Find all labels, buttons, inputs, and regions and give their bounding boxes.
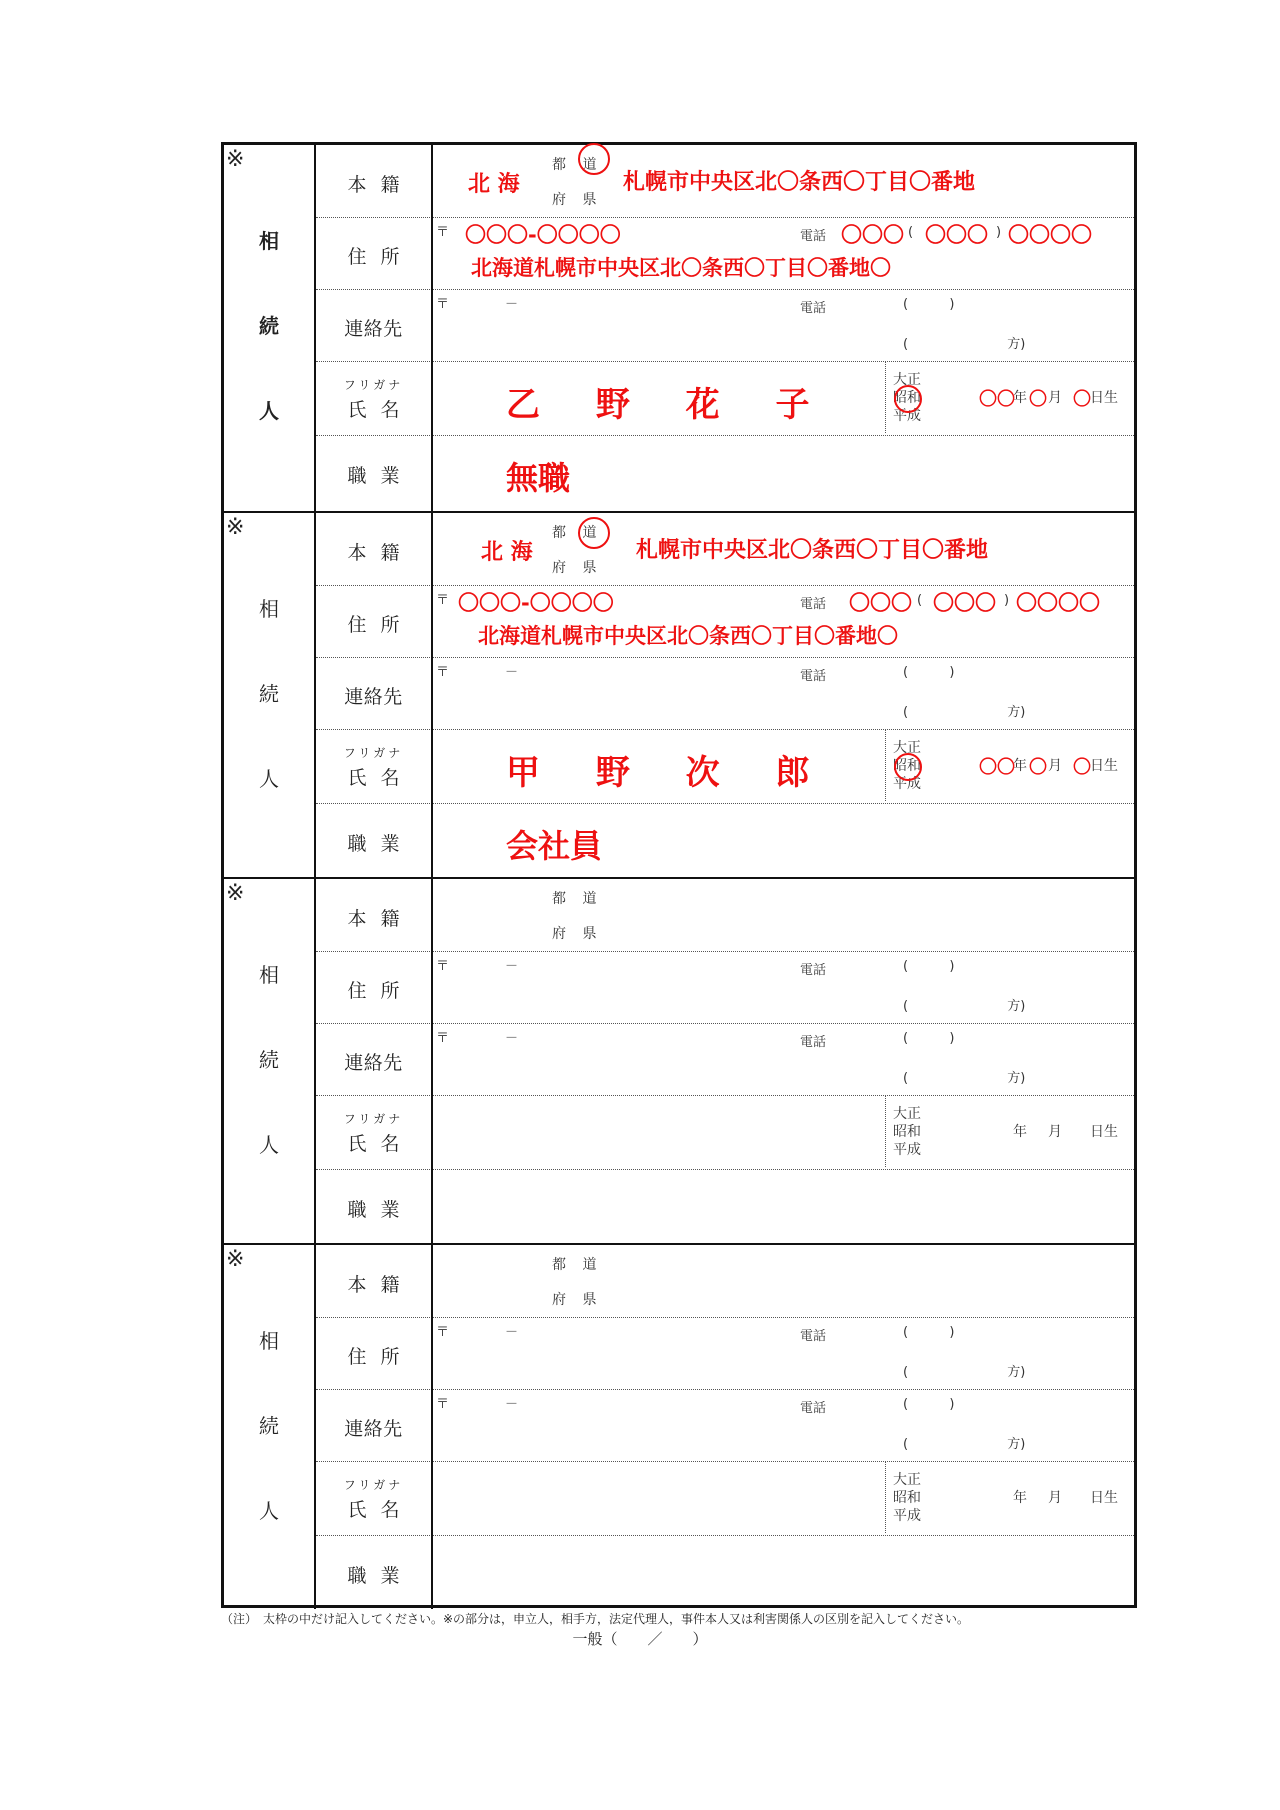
era-option[interactable]: 昭和 [893,758,921,774]
party-mark[interactable]: ※ [226,1247,245,1272]
phone-area-paren: ( ) [903,297,955,312]
footer-note: （注） 太枠の中だけ記入してください。※の部分は，申立人，相手方，法定代理人，事件本人又は利害関係人の区別を記入してください。 [221,1612,970,1626]
selected-era-circle [894,753,922,781]
birthdate-divider [885,729,886,801]
era-option[interactable]: 大正 [893,740,921,756]
kata-paren: ( 方) [903,999,1026,1014]
party-block-2 [224,511,1134,877]
name-value[interactable]: 乙 野 花 子 [506,385,832,425]
postal-dash: － [505,1031,519,1046]
birth-month[interactable]: 〇 [1029,757,1047,778]
phone-label: 電話 [800,597,827,612]
field-label-column [316,879,433,1243]
label-shokugyo: 職業 [347,833,414,855]
phone-open-paren: ( [917,593,923,608]
field-label-column [316,1245,433,1609]
pref-suffix-bottom: 府 県 [552,192,603,208]
party-title-char: 続 [259,682,279,706]
label-jusho: 住所 [347,1346,414,1368]
field-label-column [316,145,433,511]
label-honseki: 本籍 [347,174,414,196]
postal-mark: 〒 [436,959,450,974]
day-suffix: 日生 [1090,1490,1118,1506]
label-jusho: 住所 [347,614,414,636]
phone-last[interactable]: 〇〇〇〇 [1008,223,1092,247]
party-title-char: 相 [259,1329,279,1353]
phone-close-paren: ) [1004,593,1010,608]
kata-paren: ( 方) [903,1437,1026,1452]
month-suffix: 月 [1048,1490,1062,1506]
postal-mark: 〒 [436,1325,450,1340]
party-mark[interactable]: ※ [226,147,245,172]
year-suffix: 年 [1013,1490,1027,1506]
era-option[interactable]: 平成 [893,1142,921,1158]
kata-paren: ( 方) [903,1365,1026,1380]
birth-day[interactable]: 〇 [1073,389,1091,410]
label-shimei: 氏名 [347,1499,414,1521]
day-suffix: 日生 [1090,1124,1118,1140]
party-mark[interactable]: ※ [226,881,245,906]
party-block-1 [224,145,1134,511]
party-title-char: 相 [259,229,279,253]
postal-dash: － [505,959,519,974]
phone-area[interactable]: 〇〇〇 [849,591,912,615]
phone-open-paren: ( [908,225,914,240]
label-renraku: 連絡先 [344,1418,403,1440]
kata-paren: ( 方) [903,337,1026,352]
party-block-3 [224,877,1134,1243]
postal-mark: 〒 [436,225,450,240]
honseki-address[interactable]: 札幌市中央区北〇条西〇丁目〇番地 [623,170,976,195]
party-type-column [224,513,316,877]
postal-mark: 〒 [436,1397,450,1412]
phone-label: 電話 [800,229,827,244]
footer-form-code: 一般（ ／ ） [572,1630,708,1648]
era-option[interactable]: 昭和 [893,390,921,406]
pref-suffix-bottom: 府 県 [552,560,603,576]
label-jusho: 住所 [347,980,414,1002]
party-block-4 [224,1243,1134,1609]
birth-day[interactable]: 〇 [1073,757,1091,778]
address[interactable]: 北海道札幌市中央区北〇条西〇丁目〇番地〇 [471,256,891,280]
name-value[interactable]: 甲 野 次 郎 [506,753,832,793]
label-renraku: 連絡先 [344,318,403,340]
field-label-column [316,513,433,877]
pref-suffix-top: 都 道 [552,891,603,907]
pref-name[interactable]: 北 海 [468,172,520,197]
era-option[interactable]: 大正 [893,1472,921,1488]
label-furigana: フリガナ [343,746,404,760]
label-honseki: 本籍 [347,908,414,930]
label-furigana: フリガナ [343,1478,404,1492]
party-type-column [224,879,316,1243]
phone-mid[interactable]: 〇〇〇 [933,591,996,615]
phone-area-paren: ( ) [903,1397,955,1412]
day-suffix: 日生 [1090,758,1118,774]
label-shokugyo: 職業 [347,465,414,487]
party-title-char: 人 [259,1133,279,1157]
label-shokugyo: 職業 [347,1565,414,1587]
phone-label: 電話 [800,1035,827,1050]
era-option[interactable]: 平成 [893,776,921,792]
phone-area-paren: ( ) [903,665,955,680]
phone-area-paren: ( ) [903,959,955,974]
era-option[interactable]: 昭和 [893,1490,921,1506]
selected-pref-circle [578,517,610,549]
field-input-column [433,879,1134,1243]
occupation-value[interactable]: 無職 [506,459,571,497]
selected-pref-circle [578,143,610,175]
birth-year[interactable]: 〇〇 [979,389,1015,410]
phone-label: 電話 [800,669,827,684]
postal-dash: － [505,1325,519,1340]
era-option[interactable]: 平成 [893,408,921,424]
postal-dash: － [505,665,519,680]
parties-form [221,142,1137,1608]
era-option[interactable]: 大正 [893,1106,921,1122]
address[interactable]: 北海道札幌市中央区北〇条西〇丁目〇番地〇 [478,624,898,648]
field-input-column [433,1245,1134,1609]
field-input-column [433,145,1134,511]
birth-year[interactable]: 〇〇 [979,757,1015,778]
phone-area-paren: ( ) [903,1031,955,1046]
selected-era-circle [894,385,922,413]
era-option[interactable]: 昭和 [893,1124,921,1140]
postal-code[interactable]: 〇〇〇-〇〇〇〇 [465,223,621,247]
label-furigana: フリガナ [343,378,404,392]
party-title-char: 続 [259,314,279,338]
kata-paren: ( 方) [903,705,1026,720]
year-suffix: 年 [1013,1124,1027,1140]
postal-dash: － [505,297,519,312]
postal-dash: － [505,1397,519,1412]
postal-mark: 〒 [436,1031,450,1046]
month-suffix: 月 [1048,1124,1062,1140]
phone-close-paren: ) [996,225,1002,240]
honseki-address[interactable]: 札幌市中央区北〇条西〇丁目〇番地 [636,538,989,563]
year-suffix: 年 [1013,390,1027,406]
month-suffix: 月 [1048,758,1062,774]
party-type-column [224,1245,316,1609]
label-honseki: 本籍 [347,1274,414,1296]
party-mark[interactable]: ※ [226,515,245,540]
pref-suffix-bottom: 府 県 [552,926,603,942]
day-suffix: 日生 [1090,390,1118,406]
label-shimei: 氏名 [347,1133,414,1155]
postal-code[interactable]: 〇〇〇-〇〇〇〇 [458,591,614,615]
pref-suffix-bottom: 府 県 [552,1292,603,1308]
label-shokugyo: 職業 [347,1199,414,1221]
field-input-column [433,513,1134,877]
label-renraku: 連絡先 [344,686,403,708]
birth-month[interactable]: 〇 [1029,389,1047,410]
era-option[interactable]: 平成 [893,1508,921,1524]
party-title-char: 人 [259,399,279,423]
phone-mid[interactable]: 〇〇〇 [925,223,988,247]
occupation-value[interactable]: 会社員 [506,827,603,865]
label-furigana: フリガナ [343,1112,404,1126]
party-title-char: 相 [259,597,279,621]
pref-suffix-top: 都 道 [552,1257,603,1273]
party-title-char: 人 [259,767,279,791]
era-option[interactable]: 大正 [893,372,921,388]
postal-mark: 〒 [436,297,450,312]
pref-name[interactable]: 北 海 [481,540,533,565]
label-shimei: 氏名 [347,767,414,789]
label-honseki: 本籍 [347,542,414,564]
label-shimei: 氏名 [347,399,414,421]
pref-suffix-top: 都 道 [552,525,603,541]
party-title-char: 続 [259,1048,279,1072]
party-type-column [224,145,316,511]
phone-label: 電話 [800,1329,827,1344]
phone-label: 電話 [800,1401,827,1416]
postal-mark: 〒 [436,665,450,680]
birthdate-divider [885,1461,886,1533]
birthdate-divider [885,1095,886,1167]
label-jusho: 住所 [347,246,414,268]
phone-area-paren: ( ) [903,1325,955,1340]
year-suffix: 年 [1013,758,1027,774]
postal-mark: 〒 [436,593,450,608]
phone-label: 電話 [800,301,827,316]
kata-paren: ( 方) [903,1071,1026,1086]
party-title-char: 続 [259,1414,279,1438]
phone-area[interactable]: 〇〇〇 [841,223,904,247]
phone-last[interactable]: 〇〇〇〇 [1016,591,1100,615]
pref-suffix-top: 都 道 [552,157,603,173]
phone-label: 電話 [800,963,827,978]
party-title-char: 人 [259,1499,279,1523]
party-title-char: 相 [259,963,279,987]
label-renraku: 連絡先 [344,1052,403,1074]
month-suffix: 月 [1048,390,1062,406]
birthdate-divider [885,361,886,433]
